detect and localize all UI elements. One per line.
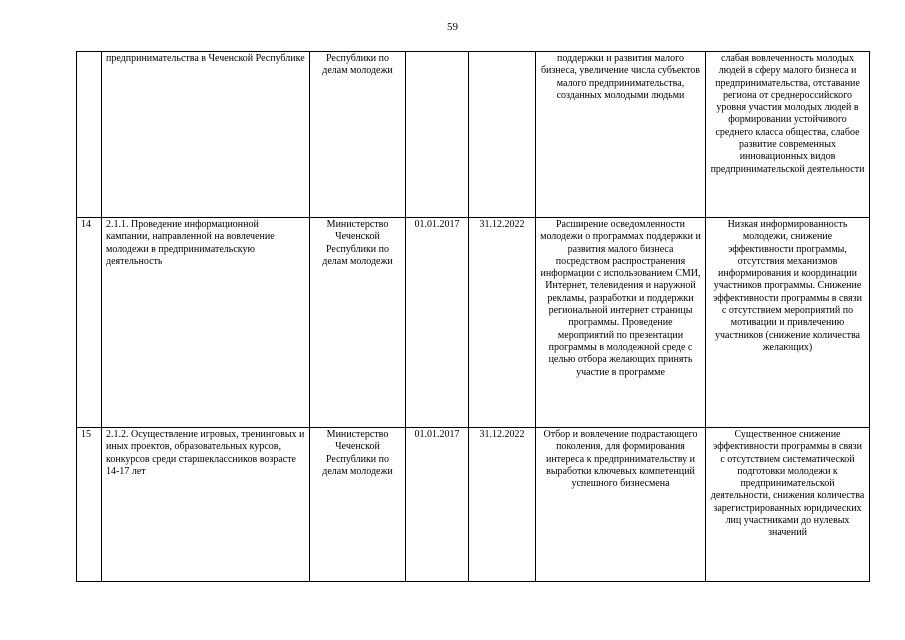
expected-result-cell: Расширение осведомленности молодежи о программах поддержки и развития малого бизнеса посредством распространения информации с использованием СМИ, Интернет, телевидения и наружной рекламы, разработки и поддержки региональной интернет страницы программы. Проведение мероприятий по презентации программы в молодежной среде с целью отбора желающих принять участие в программе xyxy=(536,218,706,428)
consequences-cell: слабая вовлеченность молодых людей в сферу малого бизнеса и предпринимательства, отставание региона от среднероссийского уровня участия молодых людей в формировании устойчивого среднего класса общества, слабое развитие современных инновационных видов предпринимательской деятельности xyxy=(706,52,870,218)
executor-cell: Министерство Чеченской Республики по делам молодежи xyxy=(310,218,406,428)
program-measures-table xyxy=(76,51,870,582)
table-row xyxy=(77,218,870,428)
executor-cell: Республики по делам молодежи xyxy=(310,52,406,218)
expected-result-cell: поддержки и развития малого бизнеса, увеличение числа субъектов малого предпринимательства, созданных молодыми людьми xyxy=(536,52,706,218)
measure-name-cell: 2.1.1. Проведение информационной кампании, направленной на вовлечение молодежи в предпринимательскую деятельность xyxy=(102,218,310,428)
end-date-cell: 31.12.2022 xyxy=(469,218,536,428)
executor-cell: Министерство Чеченской Республики по делам молодежи xyxy=(310,428,406,582)
row-number-cell xyxy=(77,52,102,218)
start-date-cell: 01.01.2017 xyxy=(406,218,469,428)
measure-name-cell: предпринимательства в Чеченской Республике xyxy=(102,52,310,218)
consequences-cell: Низкая информированность молодежи, снижение эффективности программы, отсутствия механизмов информирования и координации участников программы. Снижение эффективности программы в связи с отсутствием мероприятий по мотивации и привлечению участников (снижение количества желающих) xyxy=(706,218,870,428)
row-number-cell: 15 xyxy=(77,428,102,582)
table-row xyxy=(77,428,870,582)
table-row xyxy=(77,52,870,218)
start-date-cell xyxy=(406,52,469,218)
measure-name-cell: 2.1.2. Осуществление игровых, тренинговых и иных проектов, образовательных курсов, конкурсов среди старшеклассников возрасте 14-17 лет xyxy=(102,428,310,582)
expected-result-cell: Отбор и вовлечение подрастающего поколения, для формирования интереса к предпринимательству и выработки ключевых компетенций успешного бизнесмена xyxy=(536,428,706,582)
end-date-cell: 31.12.2022 xyxy=(469,428,536,582)
start-date-cell: 01.01.2017 xyxy=(406,428,469,582)
row-number-cell: 14 xyxy=(77,218,102,428)
end-date-cell xyxy=(469,52,536,218)
consequences-cell: Существенное снижение эффективности программы в связи с отсутствием систематической подготовки молодежи к предпринимательской деятельности, снижения количества зарегистрированных юридических лиц участниками до нулевых значений xyxy=(706,428,870,582)
page-number: 59 xyxy=(447,21,458,33)
